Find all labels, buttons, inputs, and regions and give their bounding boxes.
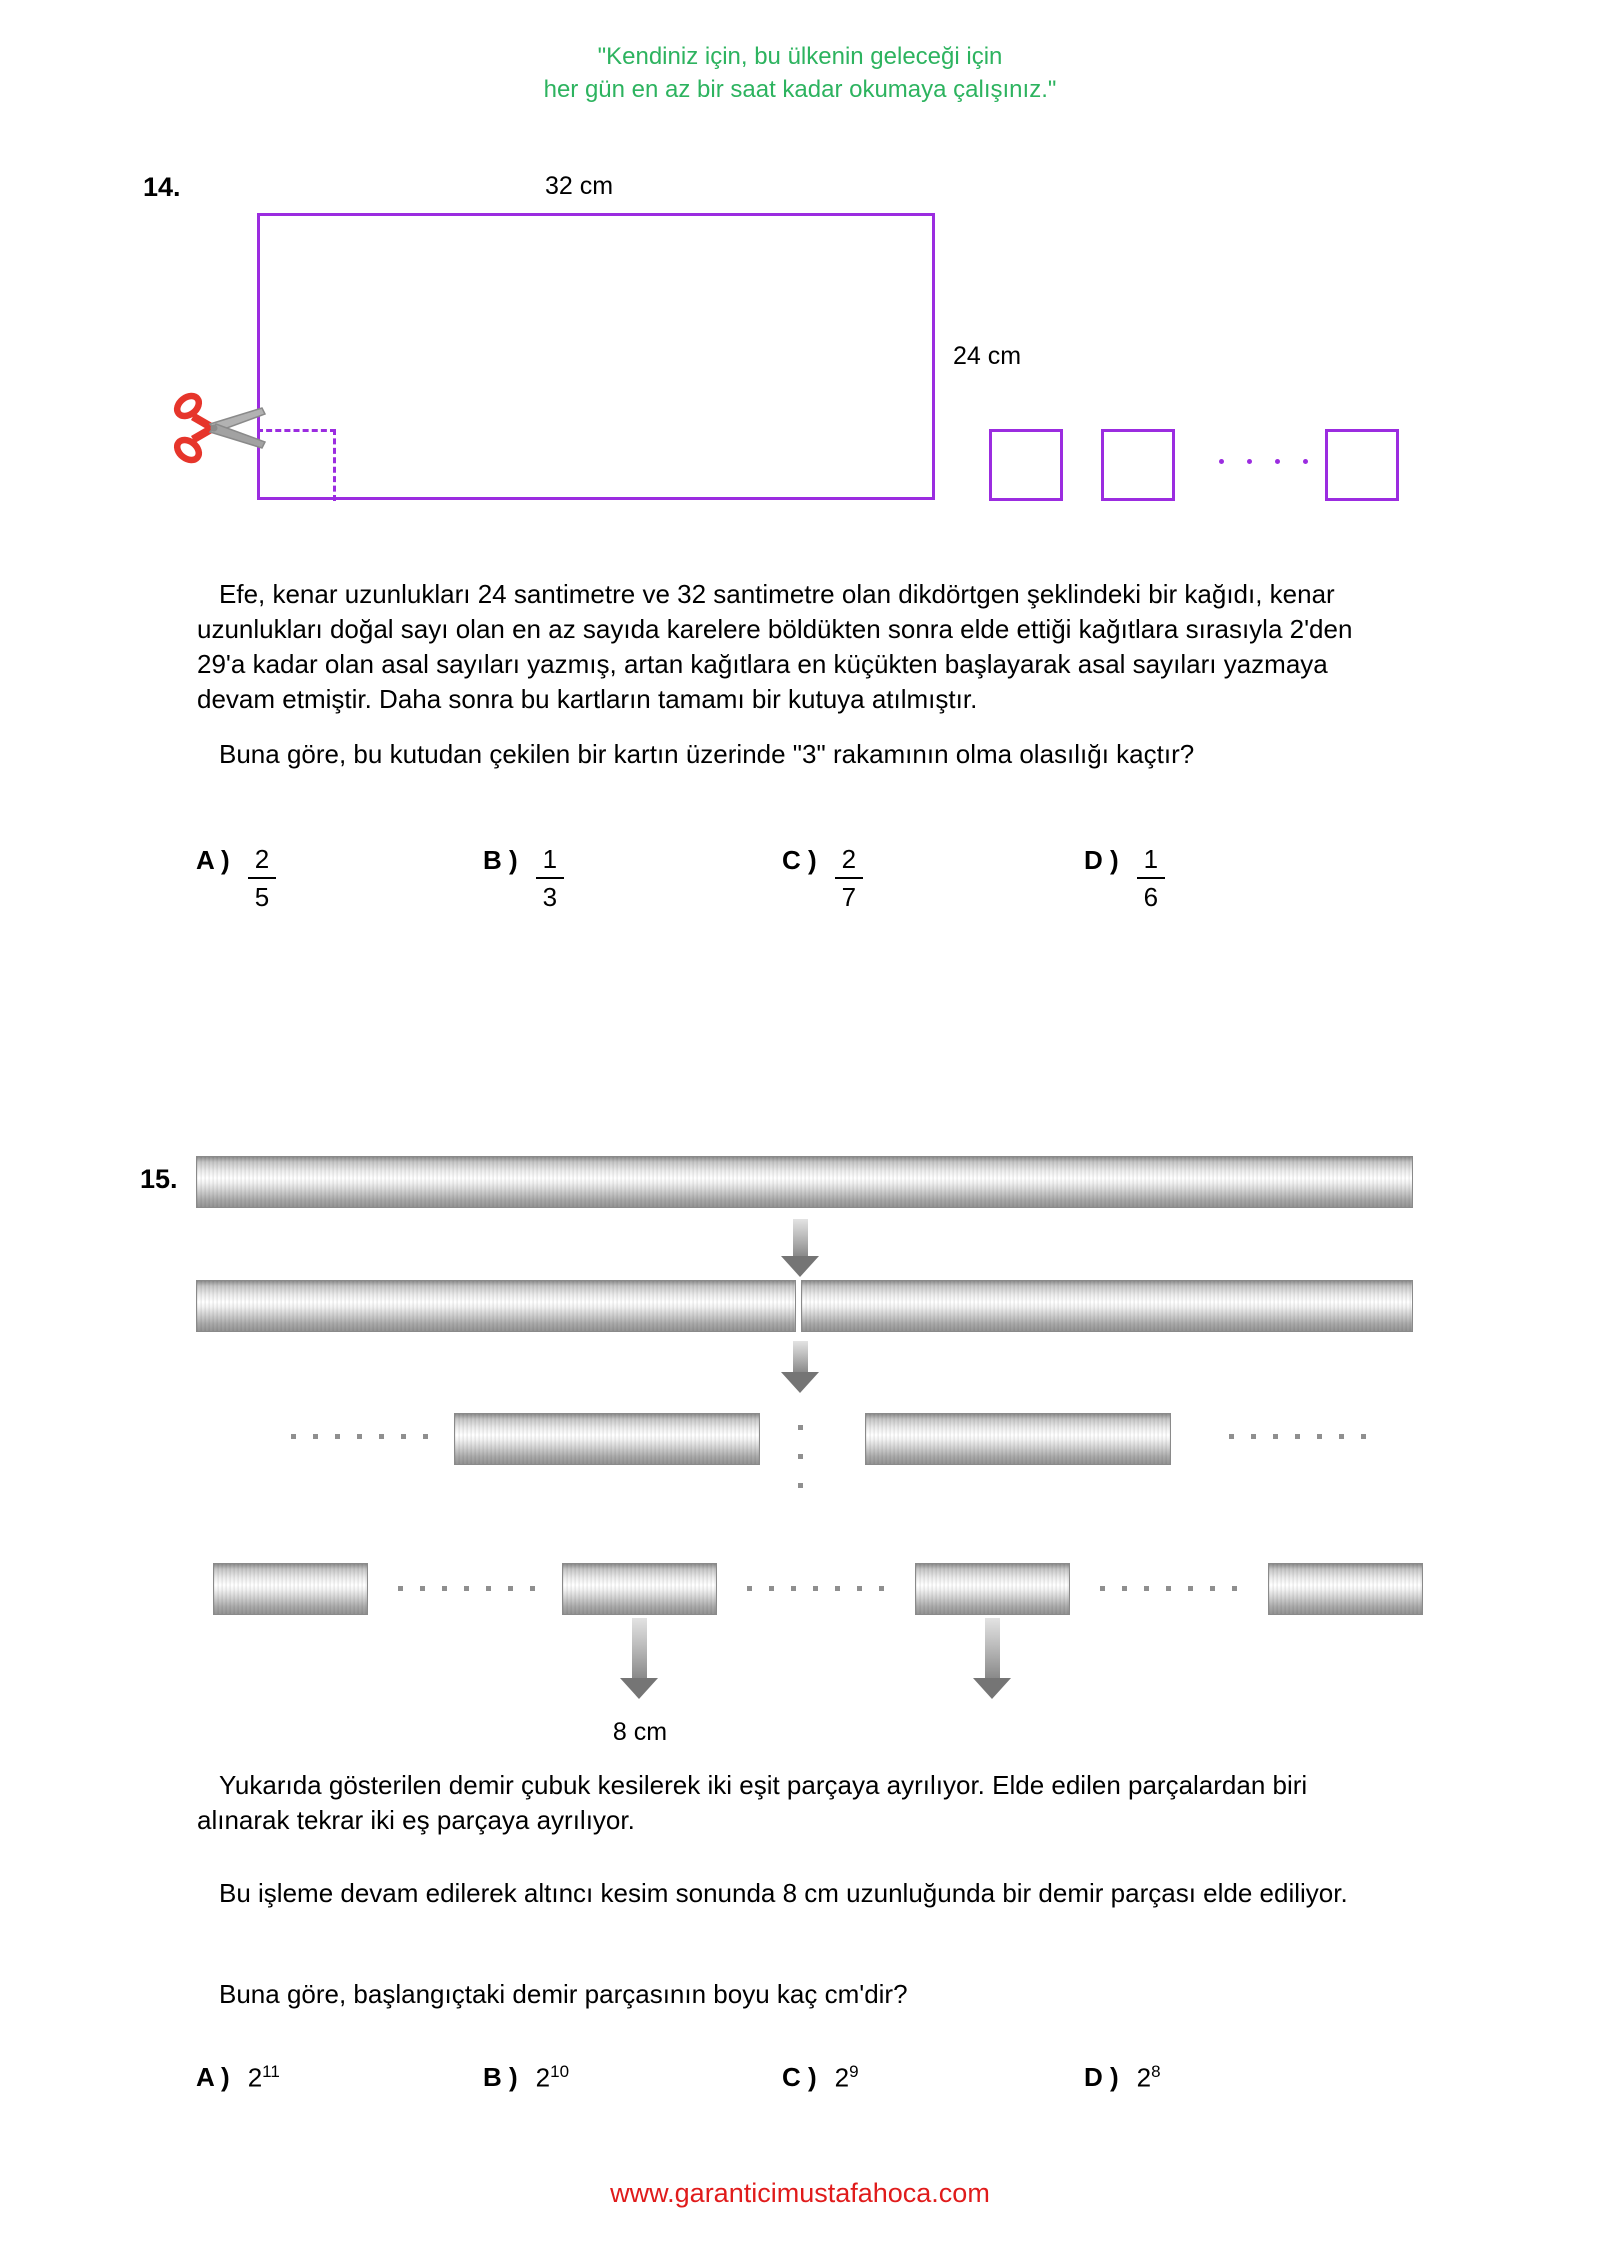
- question-14-prompt: Buna göre, bu kutudan çekilen bir kartın üzerinde "3" rakamının olma olasılığı kaçtır?: [219, 739, 1195, 769]
- header-quote: [0, 40, 1600, 106]
- iron-bar-quarter-right: [865, 1413, 1171, 1465]
- footer-url: www.garanticimustafahoca.com: [610, 2178, 990, 2208]
- header-quote-line1: "Kendiniz için, bu ülkenin geleceği için: [597, 43, 1003, 70]
- vertical-ellipsis-dots: [798, 1425, 803, 1488]
- iron-bar-half-left: [196, 1280, 796, 1332]
- down-arrow-2: [781, 1341, 819, 1393]
- question-15-paragraph-2: Bu işleme devam edilerek altıncı kesim sonunda 8 cm uzunluğunda bir demir parçası elde ediliyor.: [219, 1878, 1348, 1908]
- option-15-d: [1084, 2062, 1161, 2094]
- option-letter: C ): [782, 845, 817, 875]
- iron-bar-half-right: [801, 1280, 1413, 1332]
- down-arrow-3: [620, 1618, 658, 1699]
- scissors-icon: [172, 392, 267, 464]
- option-15-b: [483, 2062, 569, 2094]
- question-14-number: 14.: [143, 172, 181, 202]
- iron-bar-full: [196, 1156, 1413, 1208]
- option-14-c: [782, 845, 863, 911]
- option-letter: C ): [782, 2062, 817, 2092]
- cut-square-1: [989, 429, 1063, 501]
- option-letter: D ): [1084, 2062, 1119, 2092]
- fraction-value: $\frac{2}{5}$: [248, 845, 276, 911]
- option-14-a: [196, 845, 276, 911]
- bar-length-label: 8 cm: [612, 1718, 668, 1746]
- power-value: $2^{10}$: [535, 2062, 570, 2093]
- option-letter: B ): [483, 845, 518, 875]
- cut-square-3: [1325, 429, 1399, 501]
- question-15-prompt: Buna göre, başlangıçtaki demir parçasının boyu kaç cm'dir?: [219, 1979, 908, 2009]
- rect-width-label: 32 cm: [545, 172, 614, 200]
- power-value: $2^9$: [834, 2062, 859, 2093]
- power-value: $2^8$: [1136, 2062, 1161, 2093]
- iron-bar-small-2: [562, 1563, 717, 1615]
- question-15-number: 15.: [140, 1164, 178, 1194]
- option-letter: A ): [196, 845, 230, 875]
- ellipsis-dots-row4-2: [747, 1586, 884, 1591]
- iron-bar-quarter-left: [454, 1413, 760, 1465]
- iron-bar-small-3: [915, 1563, 1070, 1615]
- fraction-value: $\frac{1}{3}$: [536, 845, 564, 911]
- paper-rectangle: [257, 213, 935, 500]
- iron-bar-small-4: [1268, 1563, 1423, 1615]
- ellipsis-dots-left: [291, 1434, 428, 1439]
- cut-square-2: [1101, 429, 1175, 501]
- option-letter: B ): [483, 2062, 518, 2092]
- down-arrow-1: [781, 1219, 819, 1277]
- option-letter: A ): [196, 2062, 230, 2092]
- down-arrow-4: [973, 1618, 1011, 1699]
- ellipsis-dots-purple: [1219, 459, 1308, 464]
- ellipsis-dots-row4-3: [1100, 1586, 1237, 1591]
- question-14-paragraph: Efe, kenar uzunlukları 24 santimetre ve 32 santimetre olan dikdörtgen şeklindeki bir kağıdı, kenar uzunlukları doğal sayı olan en az sayıda karelere böldükten sonra elde ettiği kağıtlara sırasıyla 2'den 29'a kadar olan asal sayıları yazmış, artan kağıtlara en küçükten başlayarak asal sayıları yazmaya devam etmiştir. Daha sonra bu kartların tamamı bir kutuya atılmıştır.: [197, 579, 1353, 714]
- header-quote-line2: her gün en az bir saat kadar okumaya çalışınız.": [543, 76, 1057, 103]
- power-value: $2^{11}$: [247, 2062, 280, 2093]
- iron-bar-small-1: [213, 1563, 368, 1615]
- option-letter: D ): [1084, 845, 1119, 875]
- fraction-value: $\frac{2}{7}$: [835, 845, 863, 911]
- ellipsis-dots-right: [1229, 1434, 1366, 1439]
- option-15-a: [196, 2062, 280, 2094]
- question-15-paragraph-1: Yukarıda gösterilen demir çubuk kesilerek iki eşit parçaya ayrılıyor. Elde edilen parçalardan biri alınarak tekrar iki eş parçaya ayrılıyor.: [197, 1770, 1308, 1835]
- option-15-c: [782, 2062, 859, 2094]
- fraction-value: $\frac{1}{6}$: [1137, 845, 1165, 911]
- option-14-b: [483, 845, 564, 911]
- ellipsis-dots-row4-1: [398, 1586, 535, 1591]
- dashed-cut-square: [257, 429, 336, 501]
- option-14-d: [1084, 845, 1165, 911]
- rect-height-label: 24 cm: [953, 342, 1022, 370]
